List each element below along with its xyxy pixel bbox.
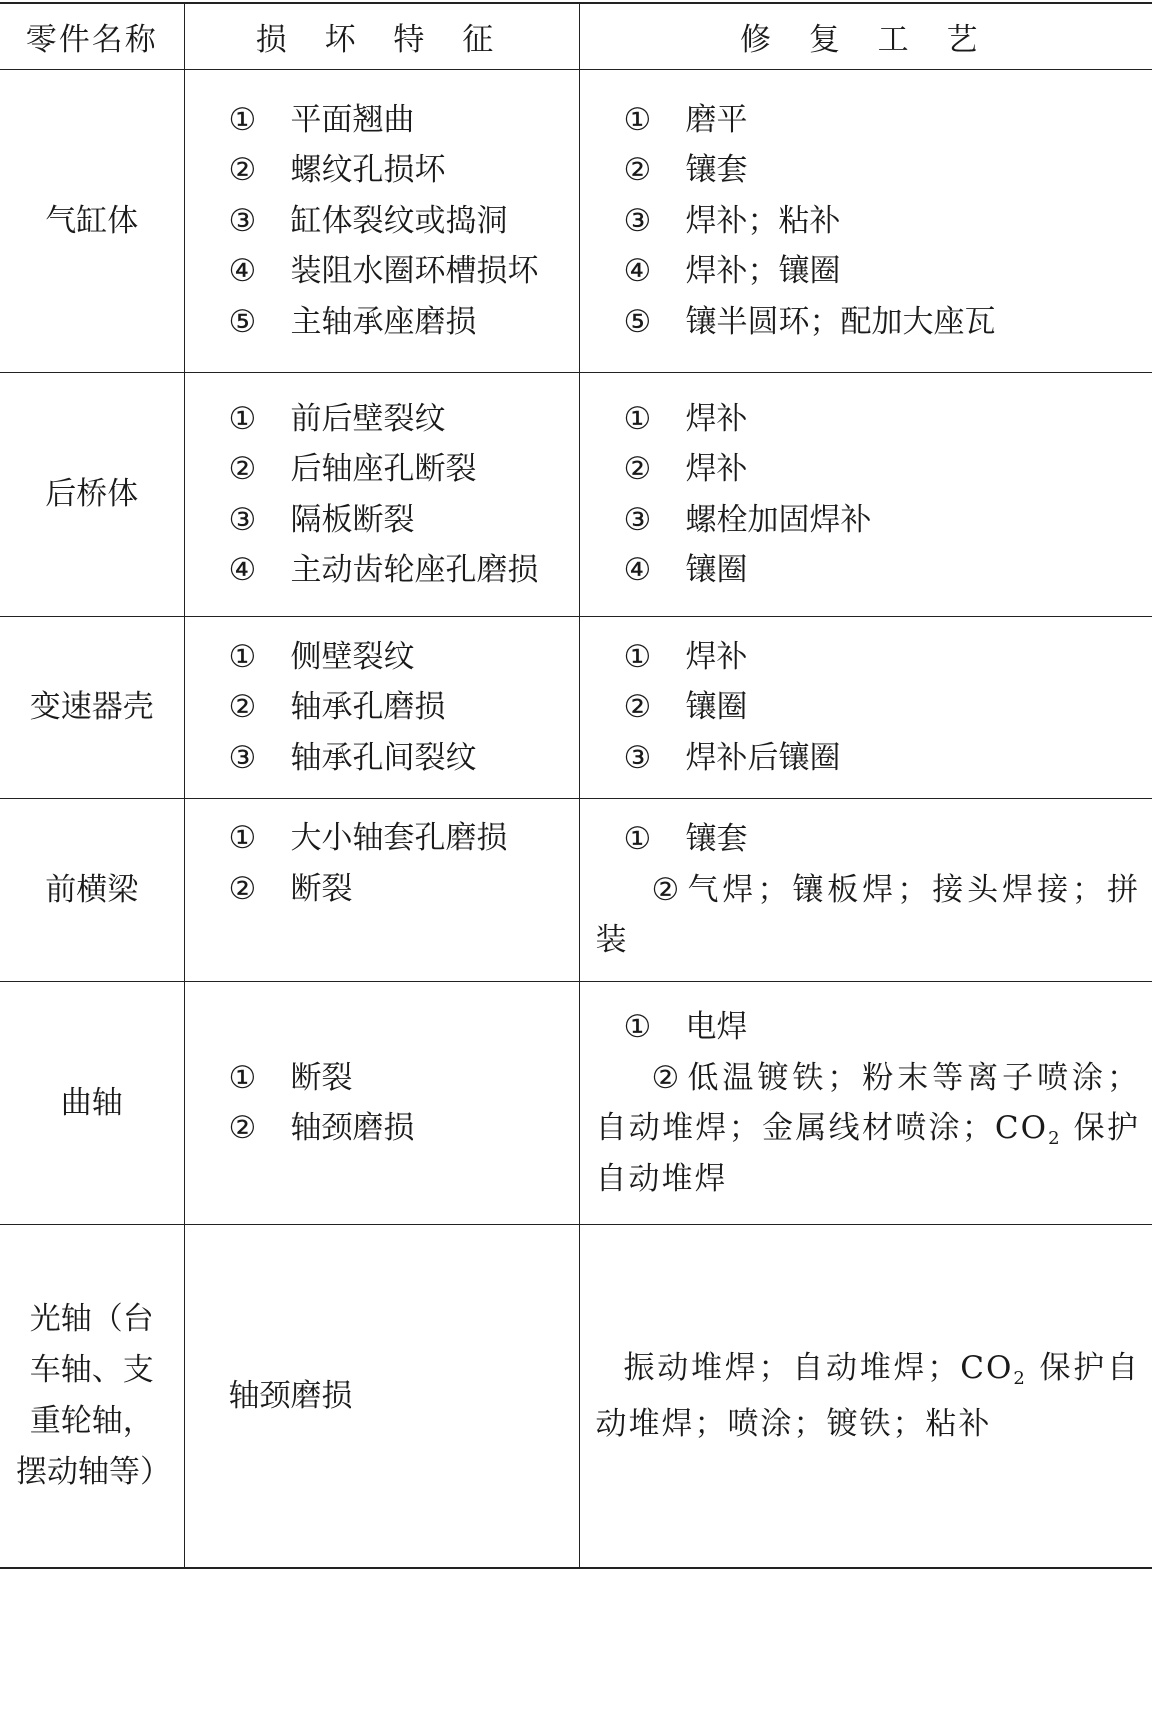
damage-cell: [184, 617, 579, 799]
item-number: ③: [623, 501, 652, 538]
item-number: ④: [228, 253, 257, 290]
part-cell: [0, 70, 184, 373]
repair-text: 镶套: [685, 152, 748, 189]
subscript-2: 2: [1048, 1128, 1062, 1149]
item-number: ②: [623, 689, 652, 726]
header-row: [0, 3, 1152, 70]
item-number: ③: [623, 202, 652, 239]
damage-item: [229, 1103, 567, 1154]
damage-item: [229, 545, 567, 596]
repair-text-b: 保护自动堆焊；喷涂；镀铁；粘补: [595, 1349, 1140, 1442]
header-repair-process: 修 复 工 艺: [579, 3, 1152, 70]
damage-text: 轴承孔磨损: [290, 689, 446, 726]
part-name: 变速器壳: [29, 689, 154, 725]
damage-cell: [184, 799, 579, 982]
repair-paragraph: [596, 865, 1141, 966]
item-number: ①: [228, 400, 257, 437]
repair-item: [624, 444, 1141, 495]
item-number: ③: [228, 202, 257, 239]
item-number: ④: [623, 253, 652, 290]
damage-item: [229, 394, 567, 445]
part-name: 气缸体: [45, 202, 139, 239]
damage-item: [229, 145, 567, 196]
table-row: [0, 1225, 1152, 1568]
repair-text: 镶半圆环；配加大座瓦: [685, 303, 996, 340]
part-cell: [0, 1225, 184, 1568]
repair-text-b: 保护自动堆焊: [595, 1110, 1140, 1197]
repair-text-a: 低温镀铁；粉末等离子喷涂；自动堆焊；金属线材喷涂；CO: [595, 1059, 1140, 1146]
damage-text: 断裂: [290, 1059, 353, 1096]
subscript-2: 2: [1013, 1367, 1027, 1389]
item-number: ③: [228, 501, 257, 538]
repair-text: 镶圈: [685, 552, 748, 588]
damage-text: 主动齿轮座孔磨损: [290, 552, 539, 588]
damage-cell: [184, 373, 579, 617]
repair-item: [624, 1002, 1141, 1053]
damage-cell: [184, 982, 579, 1225]
repair-cell: [579, 70, 1152, 373]
repair-item: [624, 246, 1141, 297]
damage-item: [229, 864, 567, 915]
damage-cell: [184, 1225, 579, 1568]
repair-cell: [579, 373, 1152, 617]
damage-item: [229, 297, 567, 348]
damage-text: 大小轴套孔磨损: [290, 820, 508, 856]
damage-text: 断裂: [290, 870, 353, 907]
repair-item: [624, 95, 1141, 146]
table-row: [0, 70, 1152, 373]
damage-item: [229, 813, 567, 864]
repair-text: 焊补；镶圈: [685, 253, 841, 290]
item-number: ①: [228, 820, 257, 856]
damage-item: [229, 246, 567, 297]
repair-item: [624, 394, 1141, 445]
item-number: ①: [623, 638, 652, 675]
repair-item: [624, 196, 1141, 247]
repair-text: 螺栓加固焊补: [685, 501, 872, 538]
damage-item: [229, 682, 567, 733]
part-name: 曲轴: [60, 1084, 123, 1121]
item-number: ①: [623, 101, 652, 138]
part-name: 光轴（台车轴、支重轮轴，摆动轴等）: [16, 1300, 171, 1490]
repair-text: 焊补: [685, 400, 748, 437]
table-row: [0, 373, 1152, 617]
repair-item: [624, 545, 1141, 596]
item-number: ①: [623, 821, 652, 858]
damage-item: [229, 196, 567, 247]
repair-item: [624, 814, 1141, 865]
repair-text-a: 振动堆焊；自动堆焊；CO: [623, 1349, 1014, 1386]
item-number: ①: [623, 1009, 652, 1045]
item-number: ①: [228, 101, 257, 138]
item-number: ⑤: [623, 303, 652, 340]
repair-text: 焊补: [685, 638, 748, 675]
table-row: [0, 799, 1152, 982]
repair-text: 电焊: [685, 1009, 748, 1045]
header-part-name: 零件名称: [0, 3, 184, 70]
item-number: ①: [623, 400, 652, 437]
damage-text: 轴颈磨损: [228, 1377, 353, 1414]
damage-text: 平面翘曲: [290, 101, 415, 138]
item-number: ⑤: [228, 303, 257, 340]
item-number: ②: [228, 870, 257, 907]
repair-text: 磨平: [685, 101, 748, 138]
damage-item: [229, 495, 567, 546]
damage-text: 隔板断裂: [290, 501, 415, 538]
repair-process-table: [0, 2, 1152, 1569]
part-name: 后桥体: [45, 476, 139, 512]
item-number: ①: [228, 1059, 257, 1096]
damage-text: 主轴承座磨损: [290, 303, 477, 340]
damage-text: 轴颈磨损: [290, 1110, 415, 1146]
damage-text: 后轴座孔断裂: [290, 451, 477, 487]
item-number: ②: [623, 451, 652, 487]
repair-text: 焊补；粘补: [685, 202, 841, 239]
item-number: ②: [228, 152, 257, 189]
damage-text: 侧壁裂纹: [290, 638, 415, 675]
damage-item: [229, 1053, 567, 1104]
part-name: 前横梁: [45, 871, 139, 908]
damage-item: [229, 95, 567, 146]
item-number: ②: [651, 1059, 682, 1096]
repair-text: 气焊；镶板焊；接头焊接；拼装: [595, 871, 1140, 959]
repair-item: [624, 733, 1141, 784]
item-number: ③: [623, 739, 652, 776]
damage-text: 前后壁裂纹: [290, 400, 446, 437]
item-number: ②: [228, 689, 257, 726]
repair-cell: [579, 617, 1152, 799]
part-cell: [0, 617, 184, 799]
repair-item: [624, 145, 1141, 196]
damage-text: 装阻水圈环槽损坏: [290, 253, 539, 290]
damage-item: [229, 733, 567, 784]
repair-text: 镶圈: [685, 689, 748, 726]
table-row: [0, 617, 1152, 799]
part-cell: [0, 799, 184, 982]
item-number: ①: [228, 638, 257, 675]
item-number: ④: [228, 552, 257, 588]
damage-text: 轴承孔间裂纹: [290, 739, 477, 776]
damage-item: [229, 444, 567, 495]
damage-cell: [184, 70, 579, 373]
item-number: ②: [651, 871, 682, 908]
repair-paragraph: [596, 1053, 1141, 1205]
header-damage-feature: 损 坏 特 征: [184, 3, 579, 70]
item-number: ②: [228, 1110, 257, 1146]
repair-item: [624, 682, 1141, 733]
repair-paragraph: [596, 1340, 1141, 1452]
repair-cell: [579, 982, 1152, 1225]
damage-text: 缸体裂纹或捣洞: [290, 202, 508, 239]
damage-item: [229, 632, 567, 683]
table-row: [0, 982, 1152, 1225]
repair-text: 焊补: [685, 451, 748, 487]
repair-cell: [579, 799, 1152, 982]
item-number: ③: [228, 739, 257, 776]
damage-text: 螺纹孔损坏: [290, 152, 446, 189]
part-cell: [0, 982, 184, 1225]
item-number: ④: [623, 552, 652, 588]
repair-text: 镶套: [685, 821, 748, 858]
repair-text: 焊补后镶圈: [685, 739, 841, 776]
repair-item: [624, 495, 1141, 546]
item-number: ②: [623, 152, 652, 189]
item-number: ②: [228, 451, 257, 487]
repair-item: [624, 632, 1141, 683]
repair-item: [624, 297, 1141, 348]
part-cell: [0, 373, 184, 617]
repair-cell: [579, 1225, 1152, 1568]
